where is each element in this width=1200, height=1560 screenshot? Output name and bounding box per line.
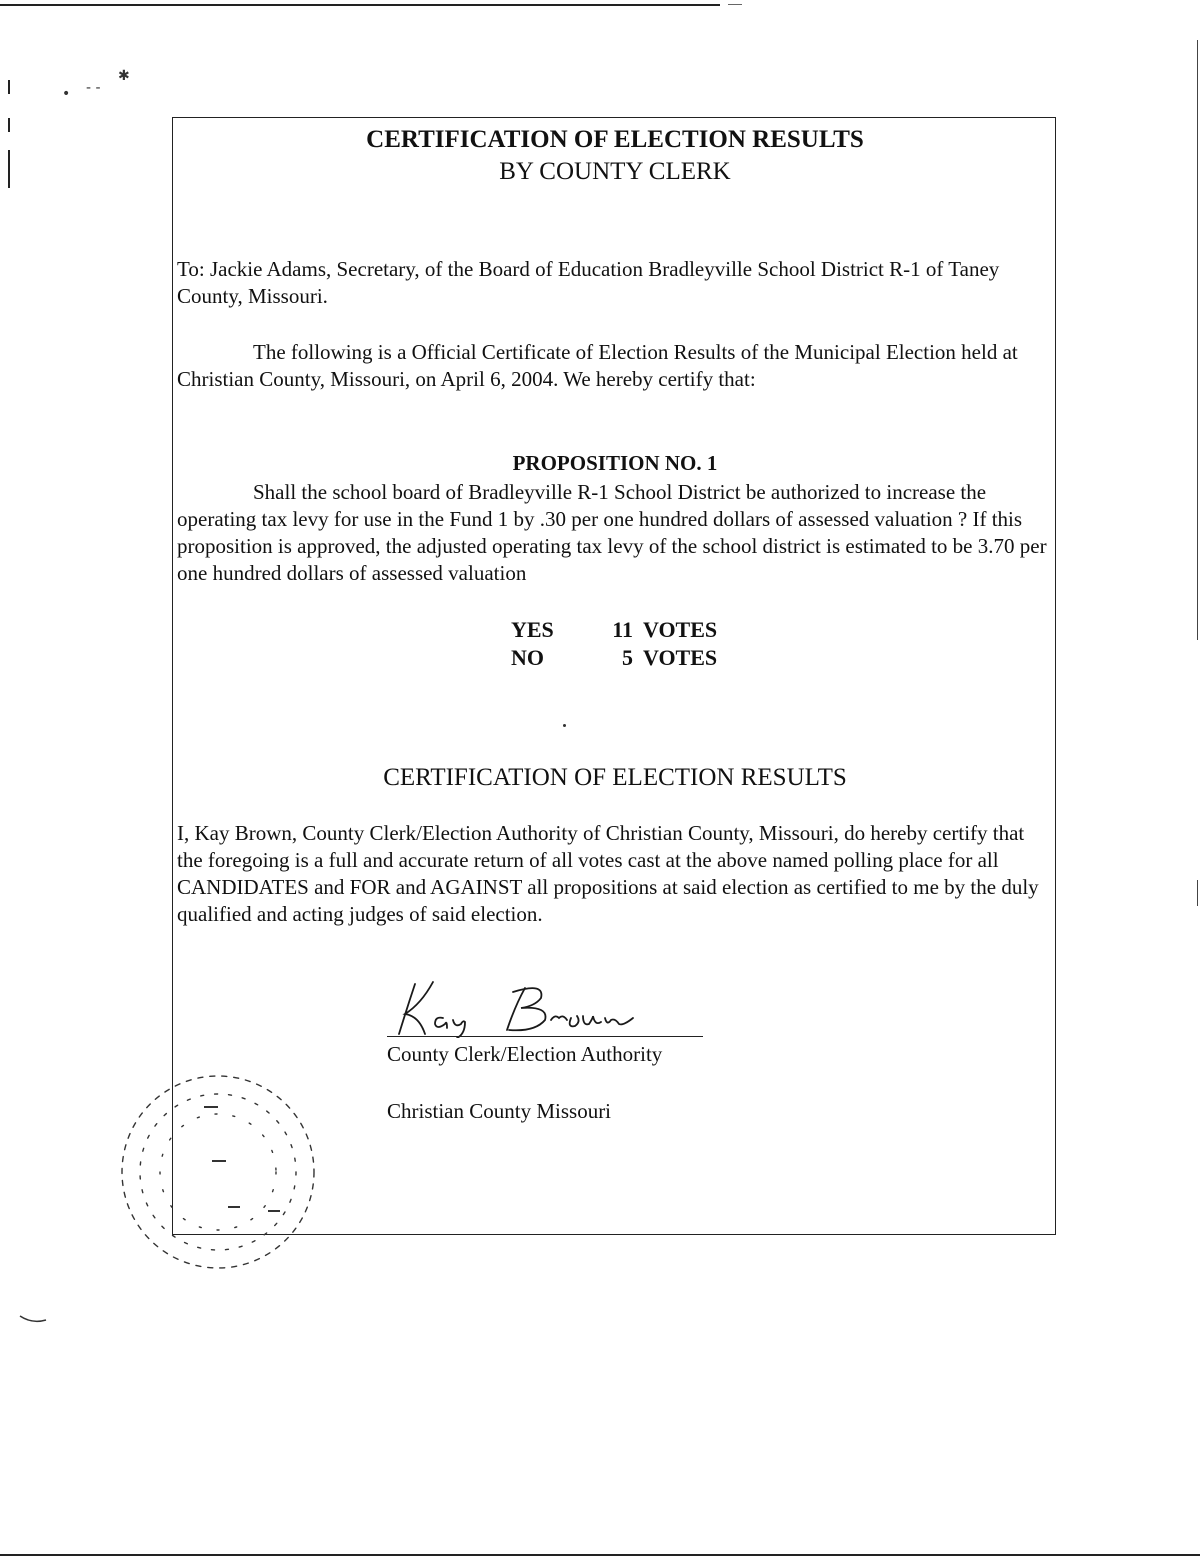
margin-mark <box>8 80 10 94</box>
certificate-title: CERTIFICATION OF ELECTION RESULTS <box>366 126 864 153</box>
scan-speck: ✱ <box>118 68 130 84</box>
certificate-subtitle: BY COUNTY CLERK <box>499 158 731 185</box>
signature-caption: County Clerk/Election Authority <box>387 1042 663 1066</box>
scan-speck <box>563 724 566 727</box>
margin-mark <box>8 118 10 132</box>
vote-count: 5 <box>622 645 633 670</box>
scan-border-top <box>0 4 720 6</box>
vote-unit: VOTES <box>643 645 718 670</box>
vote-row-no <box>511 644 733 672</box>
certification-heading: CERTIFICATION OF ELECTION RESULTS <box>383 764 847 791</box>
scan-speck: - - <box>86 80 101 96</box>
vote-tally <box>511 616 733 672</box>
vote-label: YES <box>511 617 554 642</box>
vote-label: NO <box>511 645 544 670</box>
handwritten-signature <box>385 976 715 1038</box>
county-line: Christian County Missouri <box>387 1099 612 1123</box>
intro-paragraph: The following is a Official Certificate of Election Results of the Municipal Election held at Christian County, Missouri, on April 6, 2004. We hereby certify that: <box>177 340 1018 391</box>
scan-border-top-fragment <box>728 4 742 5</box>
certification-paragraph: I, Kay Brown, County Clerk/Election Authority of Christian County, Missouri, do hereby certify that the foregoing is a full and accurate return of all votes cast at the above named polling place for all CANDIDATES and FOR and AGAINST all propositions at said election as certified to me by the duly qualified and acting judges of said election. <box>177 821 1039 926</box>
margin-mark <box>8 150 10 188</box>
scan-speck: • <box>62 86 71 102</box>
proposition-title: PROPOSITION NO. 1 <box>512 451 718 475</box>
signature-line <box>387 1036 703 1037</box>
proposition-text: Shall the school board of Bradleyville R-1 School District be authorized to increase the operating tax levy for use in the Fund 1 by .30 per one hundred dollars of assessed valuation ? If this proposition is approved, the adjusted operating tax levy of the school district is estimated to be 3.70 per one hundred dollars of assessed valuation <box>177 480 1047 585</box>
embossed-seal-icon <box>100 1060 340 1290</box>
vote-row-yes <box>511 616 733 644</box>
scan-border-bottom <box>0 1554 1200 1556</box>
addressee-paragraph: To: Jackie Adams, Secretary, of the Board of Education Bradleyville School District R-1 of Taney County, Missouri. <box>177 257 1000 308</box>
scan-edge-right <box>1197 880 1198 906</box>
vote-unit: VOTES <box>643 617 718 642</box>
vote-count: 11 <box>612 617 633 642</box>
scan-edge-right <box>1197 40 1198 640</box>
scan-speck <box>18 1312 48 1326</box>
